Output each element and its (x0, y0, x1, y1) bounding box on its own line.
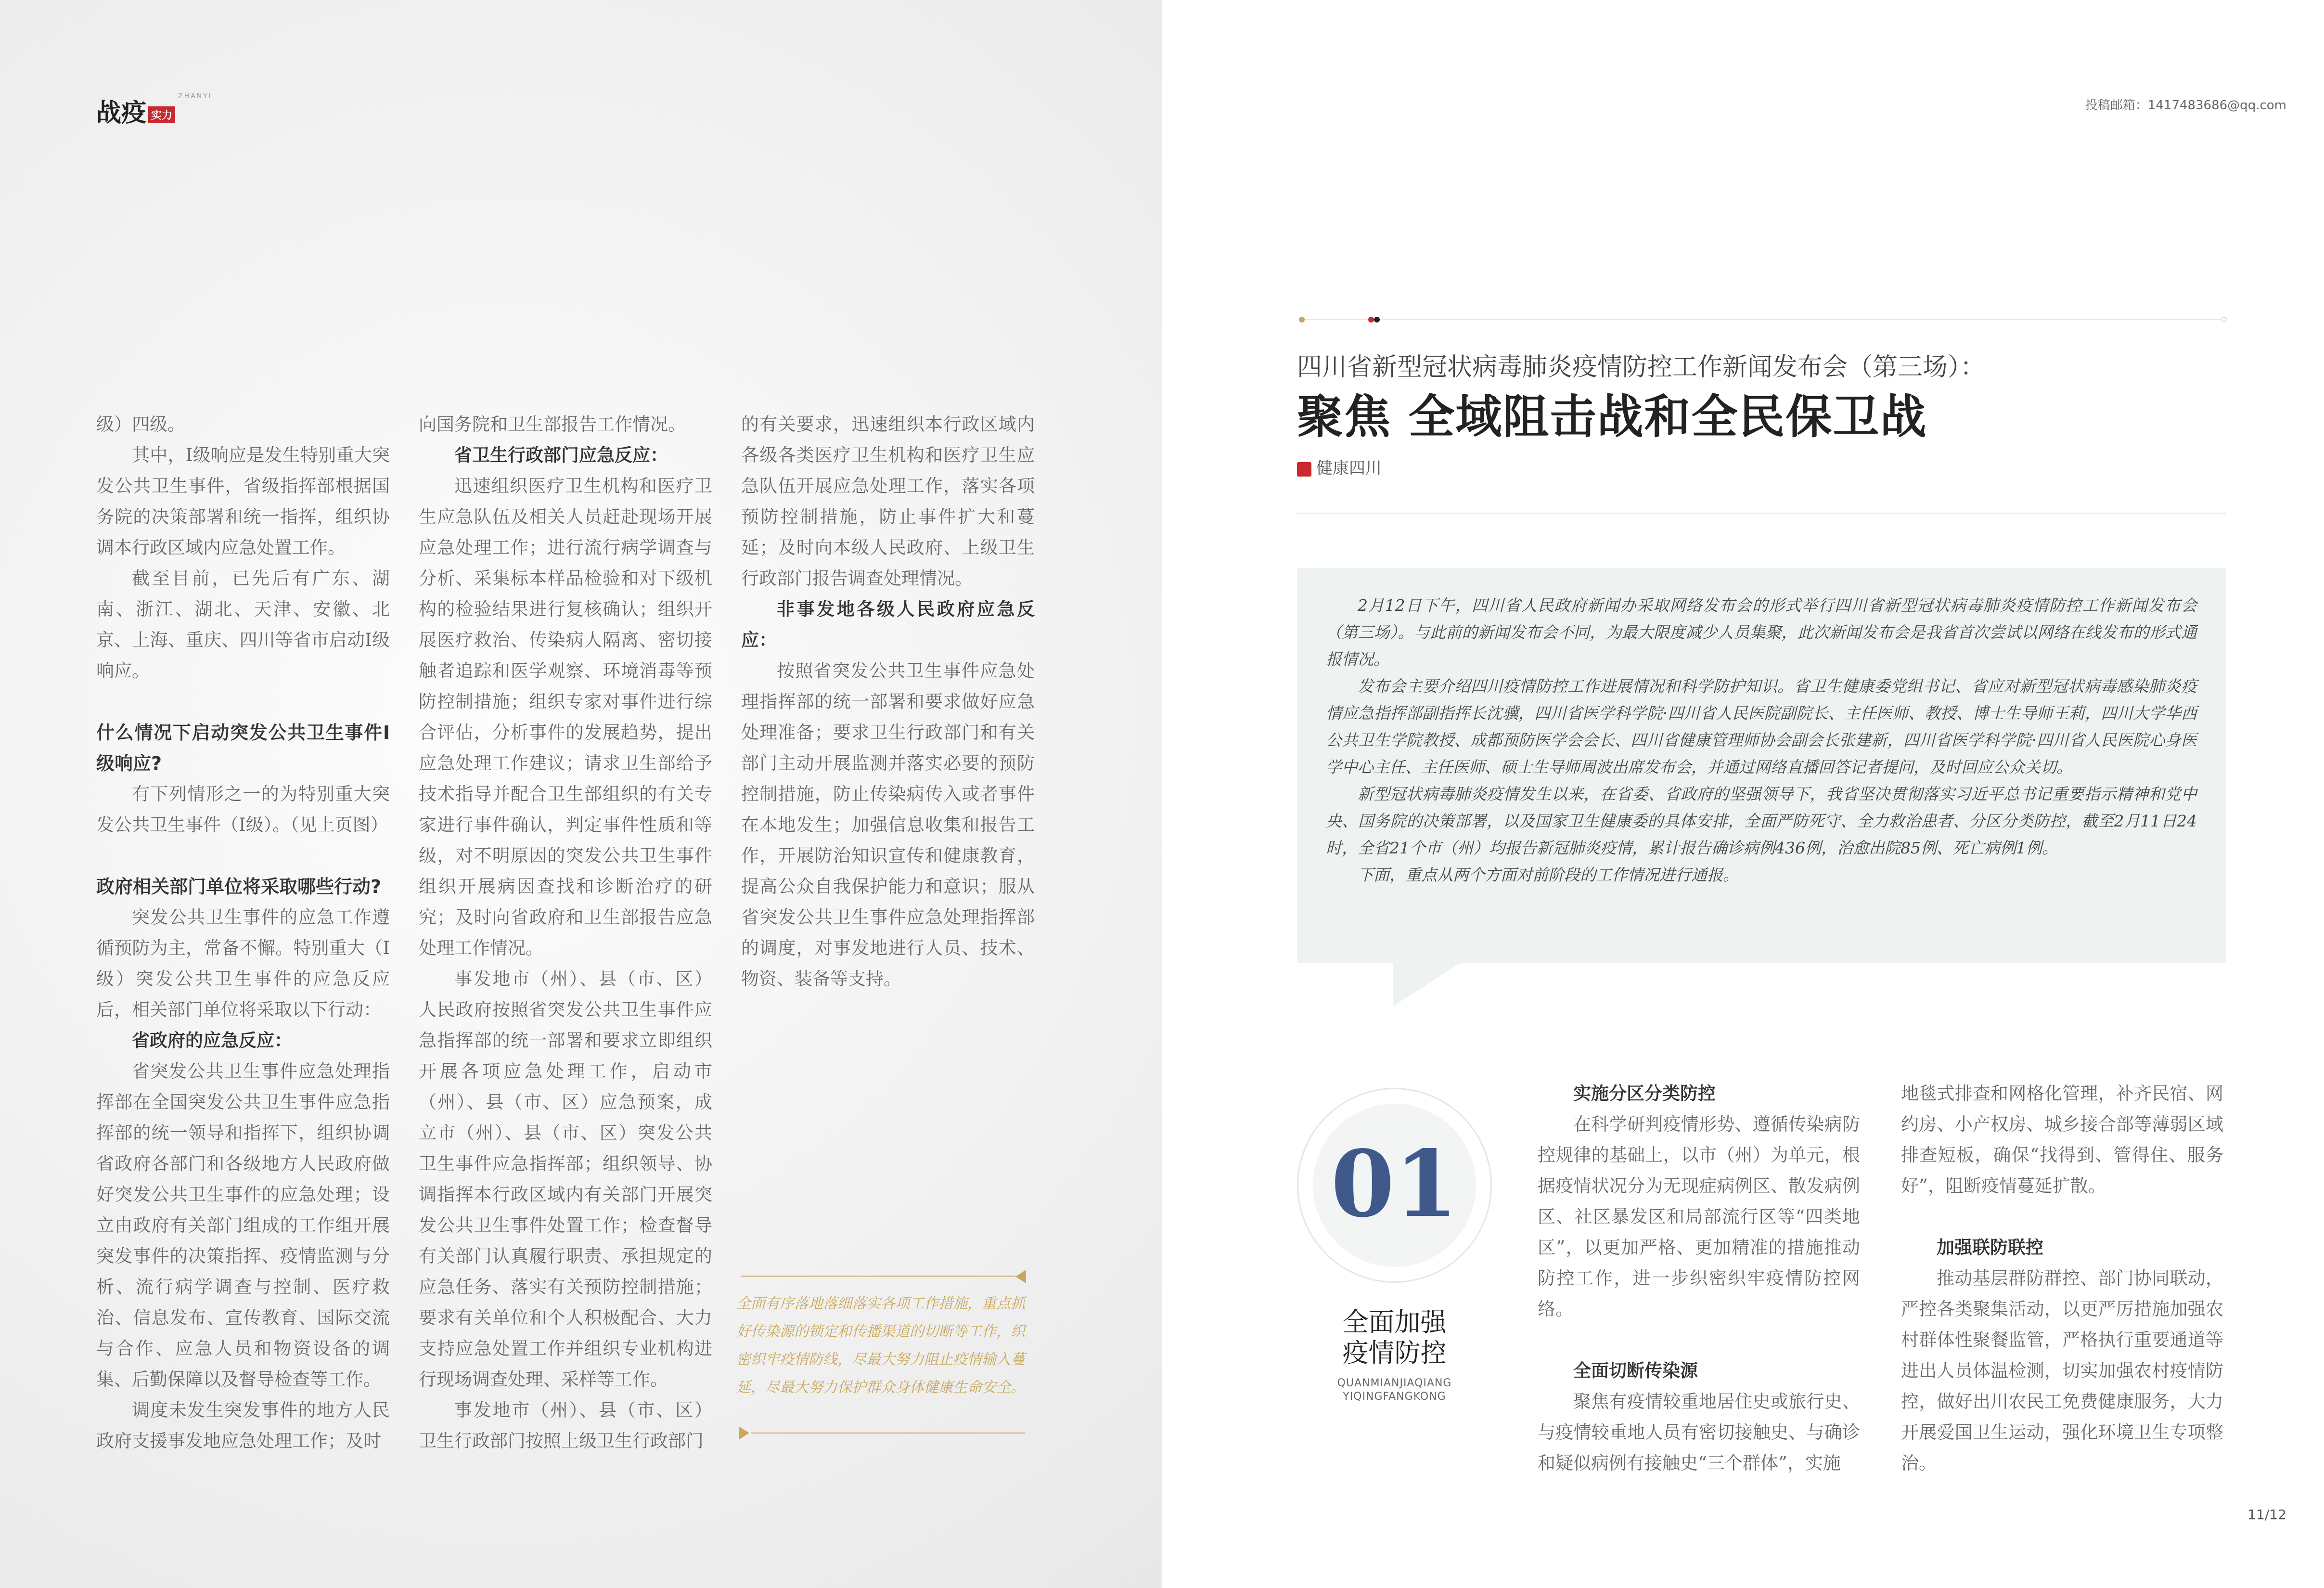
pullquote-top-line (741, 1276, 1015, 1277)
body-paragraph: 迅速组织医疗卫生机构和医疗卫生应急队伍及相关人员赶赴现场开展应急处理工作；进行流行病学调查与分析、采集标本样品检验和对下级机构的检验结果进行复核确认；组织开展医疗救治、传染病人隔离、密切接触者追踪和医学观察、环境消毒等预防控制措施；组织专家对事件进行综合评估，分析事件的发展趋势，提出应急处理工作建议；请求卫生部给予技术指导并配合卫生部组织的有关专家进行事件确认，判定事件性质和等级，对不明原因的突发公共卫生事件组织开展病因查找和诊断治疗的研究；及时向省政府和卫生部报告应急处理工作情况。 (419, 476, 712, 958)
subheading: 实施分区分类防控 (1573, 1083, 1716, 1104)
body-paragraph: 事发地市（州）、县（市、区）卫生行政部门按照上级卫生行政部门 (419, 1400, 712, 1451)
rule-dot-dark (1374, 317, 1380, 323)
rule-dot-end (2221, 317, 2227, 323)
pullquote-top-marker (1015, 1270, 1026, 1283)
body-paragraph: 级）四级。 (96, 414, 185, 435)
intro-paragraph-1: 2月12日下午，四川省人民政府新闻办采取网络发布会的形式举行四川省新型冠状病毒肺炎疫情防控工作新闻发布会（第三场）。与此前的新闻发布会不同，为最大限度减少人员集聚，此次新闻发布会是我省首次尝试以网络在线发布的形式通报情况。 (1326, 596, 2197, 669)
pullquote-bottom-marker (739, 1426, 749, 1440)
body-paragraph: 事发地市（州）、县（市、区）人民政府按照省突发公共卫生事件应急指挥部的统一部署和要求立即组织开展各项应急处理工作，启动市（州）、县（市、区）应急预案，成立市（州）、县（市、区）突发公共卫生事件应急指挥部；组织领导、协调指挥本行政区域内有关部门开展突发公共卫生事件处置工作；检查督导有关部门认真履行职责、承担规定的应急任务、落实有关预防控制措施；要求有关单位和个人积极配合、大力支持应急处置工作并组织专业机构进行现场调查处理、采样等工作。 (419, 968, 712, 1390)
section-title (1297, 1307, 1492, 1369)
speech-bubble-tail (1393, 963, 1461, 1006)
logo-tag: 实力 (148, 106, 175, 123)
logo-main: 战疫 (96, 99, 147, 128)
body-paragraph: 在科学研判疫情形势、遵循传染病防控规律的基础上，以市（州）为单元，根据疫情状况分为无现症病例区、散发病例区、社区暴发区和局部流行区等“四类地区”，以更加严格、更加精准的措施推动防控工作，进一步织密织牢疫情防控网络。 (1538, 1114, 1860, 1319)
question-heading: 什么情况下启动突发公共卫生事件Ⅰ级响应? (96, 722, 390, 774)
left-column-3 (741, 409, 1035, 994)
body-paragraph: 地毯式排查和网格化管理，补齐民宿、网约房、小产权房、城乡接合部等薄弱区域排查短板，确保“找得到、管得住、服务好”，阻断疫情蔓延扩散。 (1901, 1083, 2223, 1196)
rule-dot-gold (1299, 317, 1305, 323)
subheading: 非事发地各级人民政府应急反应： (741, 599, 1035, 650)
article-subtitle: 四川省新型冠状病毒肺炎疫情防控工作新闻发布会（第三场）： (1297, 353, 1986, 382)
spacer (1901, 1201, 2223, 1232)
right-column-1 (1538, 1078, 1860, 1479)
rule-dot-red (1368, 317, 1374, 323)
subheading: 加强联防联控 (1937, 1237, 2043, 1258)
subheading: 省卫生行政部门应急反应： (454, 445, 668, 465)
left-column-2 (419, 409, 712, 1457)
magazine-logo (96, 92, 212, 129)
subheading: 全面切断传染源 (1573, 1360, 1698, 1381)
submission-email: 投稿邮箱：1417483686@qq.com (2085, 98, 2286, 113)
page-number: 11/12 (2247, 1507, 2286, 1523)
section-number: 01 (1331, 1130, 1458, 1238)
body-paragraph: 聚焦有疫情较重地居住史或旅行史、与疫情较重地人员有密切接触史、与确诊和疑似病例有接触史“三个群体”，实施 (1538, 1391, 1860, 1473)
header-separator (1297, 513, 2226, 514)
pullquote: 全面有序落地落细落实各项工作措施，重点抓好传染源的锁定和传播渠道的切断等工作，织密织牢疫情防线，尽最大努力阻止疫情输入蔓延，尽最大努力保护群众身体健康生命安全。 (736, 1295, 1025, 1396)
intro-paragraph-3: 新型冠状病毒肺炎疫情发生以来，在省委、省政府的坚强领导下，我省坚决贯彻落实习近平总书记重要指示精神和党中央、国务院的决策部署，以及国家卫生健康委的具体安排，全面严防死守、全力救治患者、分区分类防控，截至2月11日24时，全省21个市（州）均报告新冠肺炎疫情，累计报告确诊病例436例，治愈出院85例、死亡病例1例。 (1326, 785, 2197, 857)
intro-paragraph-2: 发布会主要介绍四川疫情防控工作进展情况和科学防护知识。省卫生健康委党组书记、省应对新型冠状病毒感染肺炎疫情应急指挥部副指挥长沈骥，四川省医学科学院·四川省人民医院副院长、主任医师、教授、博士生导师王莉，四川大学华西公共卫生学院教授、成都预防医学会会长、四川省健康管理师协会副会长张建新，四川省医学科学院·四川省人民医院心身医学中心主任、主任医师、硕士生导师周波出席发布会，并通过网络直播回答记者提问，及时回应公众关切。 (1326, 677, 2197, 776)
article-source (1297, 455, 1382, 478)
section-number-badge (1297, 1088, 1492, 1283)
body-paragraph: 突发公共卫生事件的应急工作遵循预防为主，常备不懈。特别重大（Ⅰ级）突发公共卫生事件的应急反应后，相关部门单位将采取以下行动： (96, 907, 390, 1020)
body-paragraph: 截至目前，已先后有广东、湖南、浙江、湖北、天津、安徽、北京、上海、重庆、四川等省市启动Ⅰ级响应。 (96, 568, 390, 681)
body-paragraph: 有下列情形之一的为特别重大突发公共卫生事件（Ⅰ级）。（见上页图） (96, 784, 390, 835)
intro-paragraph-4: 下面，重点从两个方面对前阶段的工作情况进行通报。 (1358, 865, 1739, 884)
body-paragraph: 推动基层群防群控、部门协同联动，严控各类聚集活动，以更严厉措施加强农村群体性聚餐监管，严格执行重要通道等进出人员体温检测，切实加强农村疫情防控，做好出川农民工免费健康服务，大力开展爱国卫生运动，强化环境卫生专项整治。 (1901, 1268, 2223, 1473)
right-column-2 (1901, 1078, 2223, 1479)
section-title-line-1: 全面加强 (1342, 1307, 1447, 1337)
question-heading: 政府相关部门单位将采取哪些行动? (96, 876, 382, 897)
spacer (96, 840, 390, 871)
decorative-rule (1302, 319, 2226, 320)
intro-text (1326, 592, 2197, 889)
body-paragraph: 向国务院和卫生部报告工作情况。 (419, 414, 686, 435)
section-pinyin-line-1: QUANMIANJIAQIANG (1337, 1377, 1452, 1389)
section-title-line-2: 疫情防控 (1342, 1338, 1447, 1368)
article-title: 聚焦 全域阻击战和全民保卫战 (1297, 389, 1927, 444)
body-paragraph: 调度未发生突发事件的地方人民政府支援事发地应急处理工作；及时 (96, 1400, 390, 1451)
logo-small: ZHANYI (178, 92, 212, 100)
section-pinyin (1297, 1377, 1492, 1404)
body-paragraph: 按照省突发公共卫生事件应急处理指挥部的统一部署和要求做好应急处理准备；要求卫生行政部门和有关部门主动开展监测并落实必要的预防控制措施，防止传染病传入或者事件在本地发生；加强信息收集和报告工作，开展防治知识宣传和健康教育，提高公众自我保护能力和意识；服从省突发公共卫生事件应急处理指挥部的调度，对事发地进行人员、技术、物资、装备等支持。 (741, 660, 1035, 989)
spacer (1538, 1325, 1860, 1356)
badge-inner (1313, 1104, 1476, 1267)
subheading: 省政府的应急反应： (132, 1030, 292, 1051)
source-label: 健康四川 (1316, 459, 1382, 478)
body-paragraph: 省突发公共卫生事件应急处理指挥部在全国突发公共卫生事件应急指挥部的统一领导和指挥下，组织协调省政府各部门和各级地方人民政府做好突发公共卫生事件的应急处理；设立由政府有关部门组成的工作组开展突发事件的决策指挥、疫情监测与分析、流行病学调查与控制、医疗救治、信息发布、宣传教育、国际交流与合作、应急人员和物资设备的调集、后勤保障以及督导检查等工作。 (96, 1061, 390, 1390)
right-page (1162, 0, 2324, 1588)
body-paragraph: 其中，Ⅰ级响应是发生特别重大突发公共卫生事件，省级指挥部根据国务院的决策部署和统一指挥，组织协调本行政区域内应急处置工作。 (96, 445, 390, 558)
body-paragraph: 的有关要求，迅速组织本行政区域内各级各类医疗卫生机构和医疗卫生应急队伍开展应急处理工作，落实各项预防控制措施，防止事件扩大和蔓延；及时向本级人民政府、上级卫生行政部门报告调查处理情况。 (741, 414, 1035, 589)
intro-box (1297, 568, 2226, 963)
left-column-1 (96, 409, 390, 1457)
pen-icon (1297, 462, 1311, 477)
section-pinyin-line-2: YIQINGFANGKONG (1343, 1391, 1446, 1403)
spacer (96, 686, 390, 717)
